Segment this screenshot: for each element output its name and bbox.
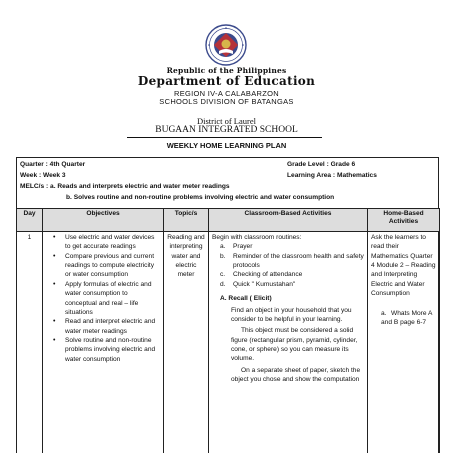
melc-a: MELC/s : a. Reads and interprets electric and water meter readings: [20, 183, 230, 190]
col-header-day: Day: [17, 209, 43, 232]
division-line: SCHOOLS DIVISION OF BATANGAS: [159, 97, 294, 106]
school-name: BUGAAN INTEGRATED SCHOOL: [155, 125, 298, 135]
home-activity-text: Ask the learners to read their Mathematics Quarter 4 Module 2 – Reading and Interpreting Electric and Water Consumption: [371, 234, 436, 298]
list-item: a. Prayer: [220, 243, 253, 251]
col-header-classroom: Classroom-Based Activities: [209, 209, 368, 232]
objective-item: • Solve routine and non-routine problems involving electric and water consumption: [50, 336, 160, 364]
week-label: Week : Week 3: [20, 172, 66, 179]
school-underline: [127, 137, 322, 138]
list-item: b. Reminder of the classroom health and safety protocols: [220, 252, 364, 270]
weekly-plan-table: [16, 208, 440, 453]
deped-seal-logo: [205, 24, 247, 66]
recall-paragraph: On a separate sheet of paper, sketch the object you chose and show the computation: [231, 366, 361, 384]
table-header-row: [17, 209, 440, 232]
routine-intro: Begin with classroom routines:: [212, 234, 302, 241]
grade-level-label: Grade Level : Grade 6: [287, 161, 356, 168]
col-header-home: Home-Based Activities: [368, 209, 440, 232]
day-cell: 1: [17, 232, 43, 453]
quarter-label: Quarter : 4th Quarter: [20, 161, 86, 168]
region-line: REGION IV-A CALABARZON: [174, 89, 279, 98]
topic-cell: Reading and interpreting water and electric meter: [164, 232, 209, 453]
list-item: c. Checking of attendance: [220, 271, 303, 279]
routine-list: [212, 242, 364, 289]
republic-line: Republic of the Philippines: [166, 66, 287, 75]
home-sub-item: a. Whats More A and B page 6-7: [381, 309, 433, 326]
objective-item: • Apply formulas of electric and water consumption to conceptual and real – life situations: [50, 280, 160, 317]
col-header-topics: Topic/s: [164, 209, 209, 232]
recall-paragraph: Find an object in your household that you consider to be helpful in your learning.: [231, 306, 352, 323]
classroom-cell: [209, 232, 368, 453]
plan-title: WEEKLY HOME LEARNING PLAN: [166, 141, 287, 150]
department-name: Department of Education: [137, 74, 316, 88]
objectives-cell: [43, 232, 164, 453]
district-line: District of Laurel: [196, 116, 256, 126]
table-row: [17, 232, 440, 453]
recall-heading: A. Recall ( Elicit): [220, 295, 272, 303]
learning-area-label: Learning Area : Mathematics: [287, 172, 377, 179]
melc-b: b. Solves routine and non-routine problems involving electric and water consumption: [66, 194, 335, 201]
objective-item: • Use electric and water devices to get accurate readings: [50, 233, 160, 252]
col-header-objectives: Objectives: [43, 209, 164, 232]
objective-item: • Read and interpret electric and water meter readings: [50, 317, 160, 336]
list-item: d. Quick " Kumustahan": [220, 280, 296, 288]
recall-paragraph: This object must be considered a solid figure (rectangular prism, pyramid, cylinder, cone, or sphere) so you can measure its volume.: [231, 327, 358, 363]
objective-item: • Compare previous and current readings to compute electricity or water consumption: [50, 252, 160, 280]
home-cell: [368, 232, 440, 453]
